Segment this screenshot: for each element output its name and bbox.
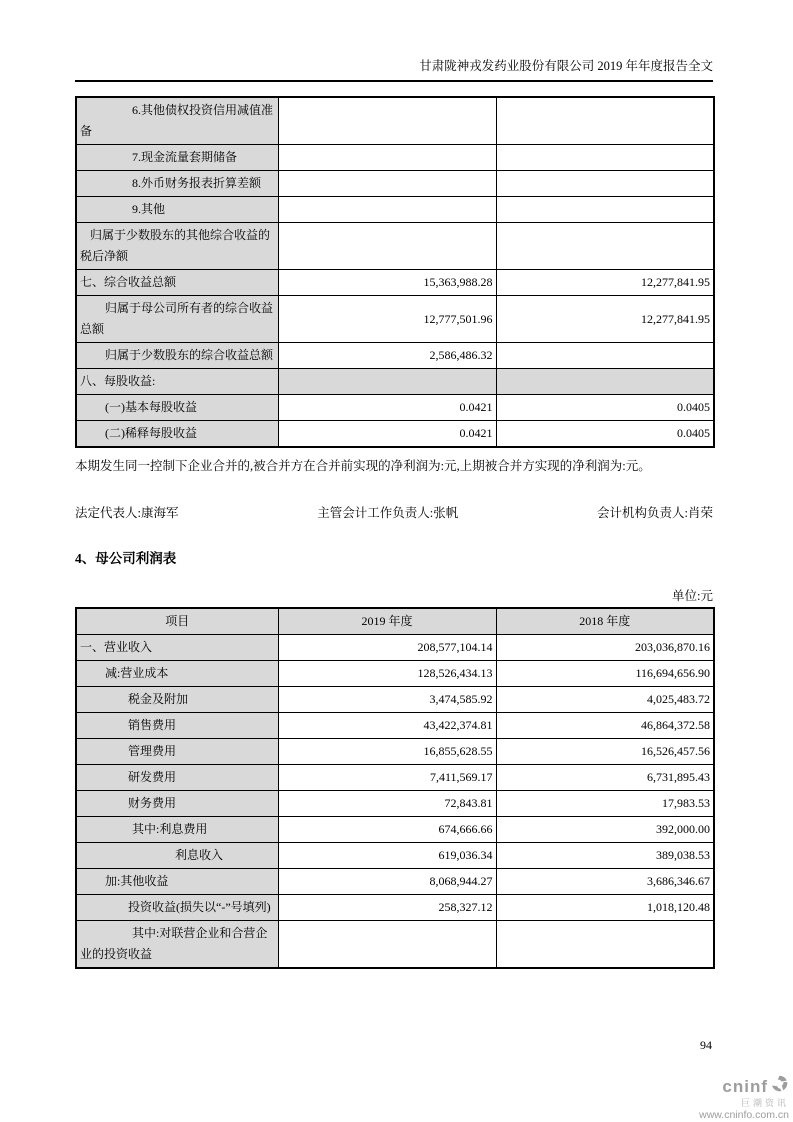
row-label: 税金及附加 xyxy=(76,687,278,713)
value-2018 xyxy=(496,343,714,369)
value-2019 xyxy=(278,369,496,395)
value-2018 xyxy=(496,921,714,969)
value-2019: 7,411,569.17 xyxy=(278,765,496,791)
column-header-2018: 2018 年度 xyxy=(496,608,714,635)
value-2018: 46,864,372.58 xyxy=(496,713,714,739)
table-row xyxy=(76,635,714,661)
value-2018: 17,983.53 xyxy=(496,791,714,817)
row-label: 其中:对联营企业和合营企业的投资收益 xyxy=(76,921,278,969)
value-2019: 15,363,988.28 xyxy=(278,270,496,296)
value-2018 xyxy=(496,97,714,145)
row-label: 财务费用 xyxy=(76,791,278,817)
value-2019: 0.0421 xyxy=(278,395,496,421)
value-2019: 43,422,374.81 xyxy=(278,713,496,739)
table-row xyxy=(76,713,714,739)
cninfo-logo xyxy=(699,1074,789,1122)
value-2018 xyxy=(496,171,714,197)
value-2019: 0.0421 xyxy=(278,421,496,448)
unit-label: 单位:元 xyxy=(672,589,713,603)
accounting-head: 会计机构负责人:肖荣 xyxy=(597,506,713,520)
column-header-2019: 2019 年度 xyxy=(278,608,496,635)
value-2019: 619,036.34 xyxy=(278,843,496,869)
row-label: 归属于少数股东的其他综合收益的税后净额 xyxy=(76,223,278,270)
table-row xyxy=(76,145,714,171)
value-2019: 674,666.66 xyxy=(278,817,496,843)
value-2019: 16,855,628.55 xyxy=(278,739,496,765)
value-2018 xyxy=(496,223,714,270)
value-2018 xyxy=(496,145,714,171)
table-row xyxy=(76,921,714,969)
cninfo-url: www.cninfo.com.cn xyxy=(699,1109,789,1121)
table-row xyxy=(76,843,714,869)
value-2018 xyxy=(496,369,714,395)
row-label: 6.其他债权投资信用减值准备 xyxy=(76,97,278,145)
table-row xyxy=(76,687,714,713)
value-2018: 389,038.53 xyxy=(496,843,714,869)
row-label: 投资收益(损失以“-”号填列) xyxy=(76,895,278,921)
value-2019 xyxy=(278,145,496,171)
value-2018: 0.0405 xyxy=(496,421,714,448)
row-label: 销售费用 xyxy=(76,713,278,739)
row-label: 利息收入 xyxy=(76,843,278,869)
table-row xyxy=(76,421,714,448)
row-label: 减:营业成本 xyxy=(76,661,278,687)
table-row xyxy=(76,765,714,791)
page-header-title: 甘肃陇神戎发药业股份有限公司 2019 年年度报告全文 xyxy=(75,56,713,82)
row-label: 加:其他收益 xyxy=(76,869,278,895)
row-label: 研发费用 xyxy=(76,765,278,791)
row-label: 8.外币财务报表折算差额 xyxy=(76,171,278,197)
value-2019: 128,526,434.13 xyxy=(278,661,496,687)
row-label: 其中:利息费用 xyxy=(76,817,278,843)
table-row xyxy=(76,817,714,843)
table-row xyxy=(76,343,714,369)
cninfo-brand-text: cninf xyxy=(722,1076,768,1096)
value-2018 xyxy=(496,197,714,223)
table-row xyxy=(76,869,714,895)
row-label: 9.其他 xyxy=(76,197,278,223)
table-row xyxy=(76,97,714,145)
value-2018: 392,000.00 xyxy=(496,817,714,843)
value-2018: 12,277,841.95 xyxy=(496,270,714,296)
value-2019 xyxy=(278,921,496,969)
value-2019 xyxy=(278,171,496,197)
value-2018: 203,036,870.16 xyxy=(496,635,714,661)
row-label: (一)基本每股收益 xyxy=(76,395,278,421)
value-2019 xyxy=(278,97,496,145)
table-row xyxy=(76,395,714,421)
value-2018: 116,694,656.90 xyxy=(496,661,714,687)
cninfo-swirl-icon xyxy=(770,1074,789,1098)
value-2019: 258,327.12 xyxy=(278,895,496,921)
value-2019 xyxy=(278,223,496,270)
value-2018: 0.0405 xyxy=(496,395,714,421)
row-label: 7.现金流量套期储备 xyxy=(76,145,278,171)
row-label: 八、每股收益: xyxy=(76,369,278,395)
table-row xyxy=(76,791,714,817)
value-2018: 12,277,841.95 xyxy=(496,296,714,343)
value-2019: 8,068,944.27 xyxy=(278,869,496,895)
table-row xyxy=(76,296,714,343)
value-2019: 2,586,486.32 xyxy=(278,343,496,369)
column-header-item: 项目 xyxy=(76,608,278,635)
cninfo-chinese-name: 巨潮资讯 xyxy=(740,1098,789,1108)
value-2018: 3,686,346.67 xyxy=(496,869,714,895)
value-2019: 12,777,501.96 xyxy=(278,296,496,343)
row-label: 一、营业收入 xyxy=(76,635,278,661)
chief-accountant: 主管会计工作负责人:张帆 xyxy=(317,506,459,520)
merger-note: 本期发生同一控制下企业合并的,被合并方在合并前实现的净利润为:元,上期被合并方实现的净利润为:元。 xyxy=(75,459,651,473)
page-content xyxy=(75,0,713,969)
table-header-row xyxy=(76,608,714,635)
value-2018: 1,018,120.48 xyxy=(496,895,714,921)
value-2019: 72,843.81 xyxy=(278,791,496,817)
table-row xyxy=(76,895,714,921)
table-row xyxy=(76,171,714,197)
value-2019: 3,474,585.92 xyxy=(278,687,496,713)
table-row xyxy=(76,270,714,296)
table-row xyxy=(76,369,714,395)
value-2018: 4,025,483.72 xyxy=(496,687,714,713)
row-label: 七、综合收益总额 xyxy=(76,270,278,296)
table-row xyxy=(76,661,714,687)
signature-line xyxy=(75,503,713,521)
row-label: 归属于母公司所有者的综合收益总额 xyxy=(76,296,278,343)
row-label: (二)稀释每股收益 xyxy=(76,421,278,448)
row-label: 管理费用 xyxy=(76,739,278,765)
value-2019: 208,577,104.14 xyxy=(278,635,496,661)
row-label: 归属于少数股东的综合收益总额 xyxy=(76,343,278,369)
value-2018: 16,526,457.56 xyxy=(496,739,714,765)
legal-representative: 法定代表人:康海军 xyxy=(75,506,179,520)
parent-income-table xyxy=(75,607,715,969)
table-row xyxy=(76,223,714,270)
table-row xyxy=(76,739,714,765)
section-title: 4、母公司利润表 xyxy=(75,551,177,566)
value-2018: 6,731,895.43 xyxy=(496,765,714,791)
table-row xyxy=(76,197,714,223)
comprehensive-income-table xyxy=(75,96,715,448)
value-2019 xyxy=(278,197,496,223)
page-number: 94 xyxy=(700,1038,712,1052)
